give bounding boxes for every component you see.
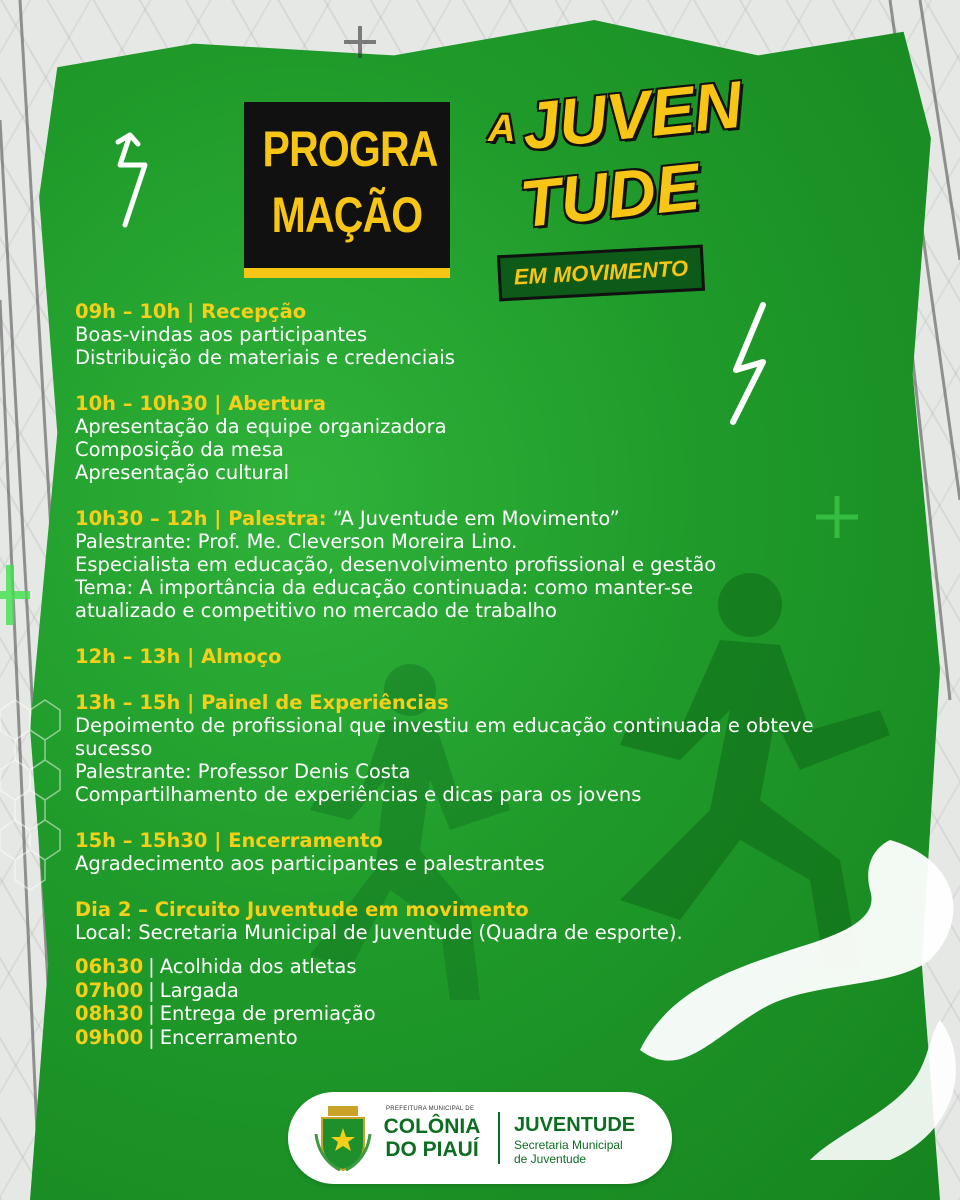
title-underline [244,268,450,278]
block-heading: 13h – 15h | Painel de Experiências [75,691,449,714]
day2-times [75,955,895,1049]
schedule-block [75,645,895,668]
lightning-icon [110,130,160,230]
plus-icon [340,22,380,62]
schedule-block [75,898,895,944]
schedule [75,300,895,1049]
city-name-line-1: COLÔNIA [383,1115,481,1138]
block-line: Composição da mesa [75,438,284,461]
block-line: Tema: A importância da educação continuada: como manter-se atualizado e competitivo no mercado de trabalho [75,576,694,622]
time-label: Encerramento [159,1025,298,1049]
schedule-block [75,829,895,875]
logo-subtitle-badge [497,245,705,302]
time-row: 08h30 | Entrega de premiação [75,1002,376,1025]
logo-word-tude: TUDE [516,148,704,242]
footer-divider [498,1112,500,1164]
schedule-block [75,392,895,484]
department-name: JUVENTUDE [514,1114,636,1136]
time-row: 07h00 | Largada [75,978,239,1002]
prefeitura-label: PREFEITURA MUNICIPAL DE [386,1106,475,1112]
block-line: Palestrante: Professor Denis Costa [75,760,411,783]
heading-talk-title: “A Juventude em Movimento” [326,507,620,530]
block-line: Especialista em educação, desenvolvimento profissional e gestão [75,553,717,576]
block-line: Apresentação cultural [75,461,290,484]
schedule-block [75,507,895,622]
block-heading: 12h – 13h | Almoço [75,645,282,668]
block-line: Palestrante: Prof. Me. Cleverson Moreira Lino. [75,530,518,553]
block-line: Depoimento de profissional que investiu em educação continuada e obteve sucesso [75,714,814,760]
title-line-2: MAÇÃO [271,187,423,243]
title-line-1: PROGRA [262,121,438,177]
time-label: Largada [159,978,239,1002]
time-row: 06h30 | Acolhida dos atletas [75,955,357,978]
time-value: 06h30 [75,955,144,978]
heading-time: 10h30 – 12h | Palestra: [75,507,327,530]
schedule-block [75,691,895,806]
time-value: 09h00 [75,1025,144,1049]
time-label: Acolhida dos atletas [159,955,357,978]
juventude-em-movimento-logo [480,66,746,300]
logo-word-a: A [488,108,516,150]
block-line: Compartilhamento de experiências e dicas para os jovens [75,783,642,806]
block-line: Boas-vindas aos participantes [75,323,368,346]
block-heading [75,507,895,530]
block-line: Local: Secretaria Municipal de Juventude (Quadra de esporte). [75,921,683,944]
plus-icon [0,565,40,625]
secretaria-line-1: Secretaria Municipal [514,1138,623,1152]
block-line: Apresentação da equipe organizadora [75,415,447,438]
schedule-block [75,300,895,369]
block-heading: Dia 2 – Circuito Juventude em movimento [75,898,529,921]
hexagon-net-decoration [0,690,80,950]
footer-logos [288,1092,672,1184]
block-heading: 10h – 10h30 | Abertura [75,392,327,415]
block-heading: 09h – 10h | Recepção [75,300,307,323]
block-heading: 15h – 15h30 | Encerramento [75,829,383,852]
programacao-title [244,102,450,278]
city-name-line-2: DO PIAUÍ [385,1138,479,1161]
time-value: 08h30 [75,1002,144,1025]
logo-word-juven: JUVEN [518,66,746,164]
logo-subtitle: EM MOVIMENTO [513,255,689,290]
time-label: Entrega de premiação [159,1002,376,1025]
time-row: 09h00 | Encerramento [75,1025,298,1049]
block-line: Distribuição de materiais e credenciais [75,346,455,369]
time-value: 07h00 [75,978,144,1002]
block-line: Agradecimento aos participantes e palestrantes [75,852,545,875]
secretaria-line-2: de Juventude [514,1152,587,1166]
municipal-crest-icon [314,1104,372,1172]
